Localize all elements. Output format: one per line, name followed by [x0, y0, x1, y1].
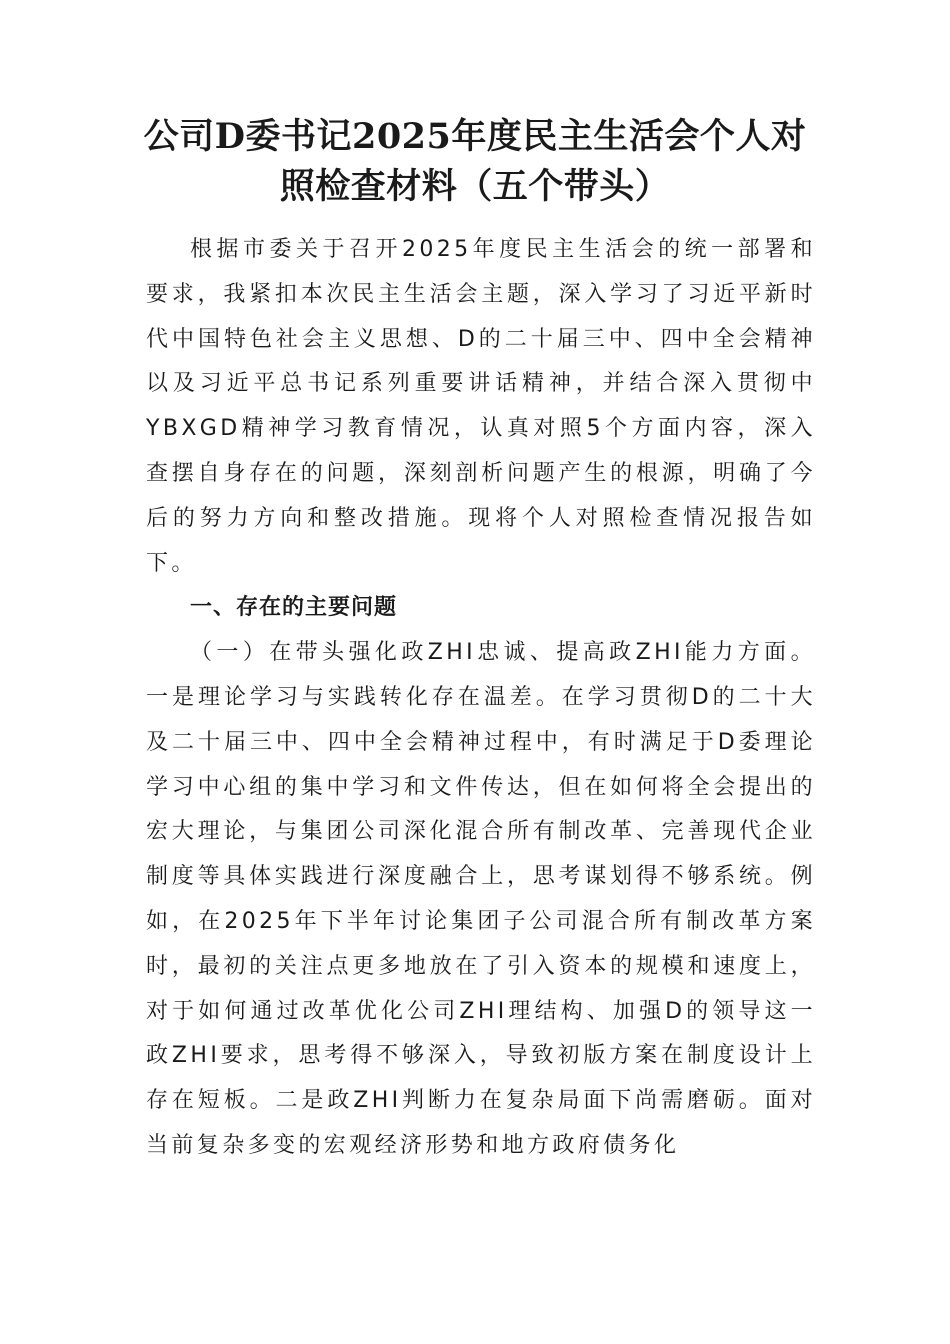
intro-paragraph: 根据市委关于召开2025年度民主生活会的统一部署和要求，我紧扣本次民主生活会主题，深入学习了习近平新时代中国特色社会主义思想、D的二十届三中、四中全会精神以及习近平总书记系列重要讲话精神，并结合深入贯彻中YBXGD精神学习教育情况，认真对照5个方面内容，深入查摆自身存在的问题，深刻剖析问题产生的根源，明确了今后的努力方向和整改措施。现将个人对照检查情况报告如下。	[146, 237, 816, 576]
subsection-paragraph	[146, 631, 816, 1169]
section-heading: 一、存在的主要问题	[190, 595, 398, 621]
subsection-heading: （一）在带头强化政ZHI忠诚、提高政ZHI能力方面。	[190, 640, 816, 666]
document-body	[146, 228, 816, 1169]
document-title-line-1: 公司D委书记2025年度民主生活会个人对	[143, 116, 807, 157]
subsection-body: 一是理论学习与实践转化存在温差。在学习贯彻D的二十大及二十届三中、四中全会精神过程中，有时满足于D委理论学习中心组的集中学习和文件传达，但在如何将全会提出的宏大理论，与集团公司深化混合所有制改革、完善现代企业制度等具体实践进行深度融合上，思考谋划得不够系统。例如，在2025年下半年讨论集团子公司混合所有制改革方案时，最初的关注点更多地放在了引入资本的规模和速度上，对于如何通过改革优化公司ZHI理结构、加强D的领导这一政ZHI要求，思考得不够深入，导致初版方案在制度设计上存在短板。二是政ZHI判断力在复杂局面下尚需磨砺。面对当前复杂多变的宏观经济形势和地方政府债务化	[146, 684, 816, 1158]
document-title	[100, 112, 850, 212]
document-title-line-2: 照检查材料（五个带头）	[279, 166, 671, 207]
